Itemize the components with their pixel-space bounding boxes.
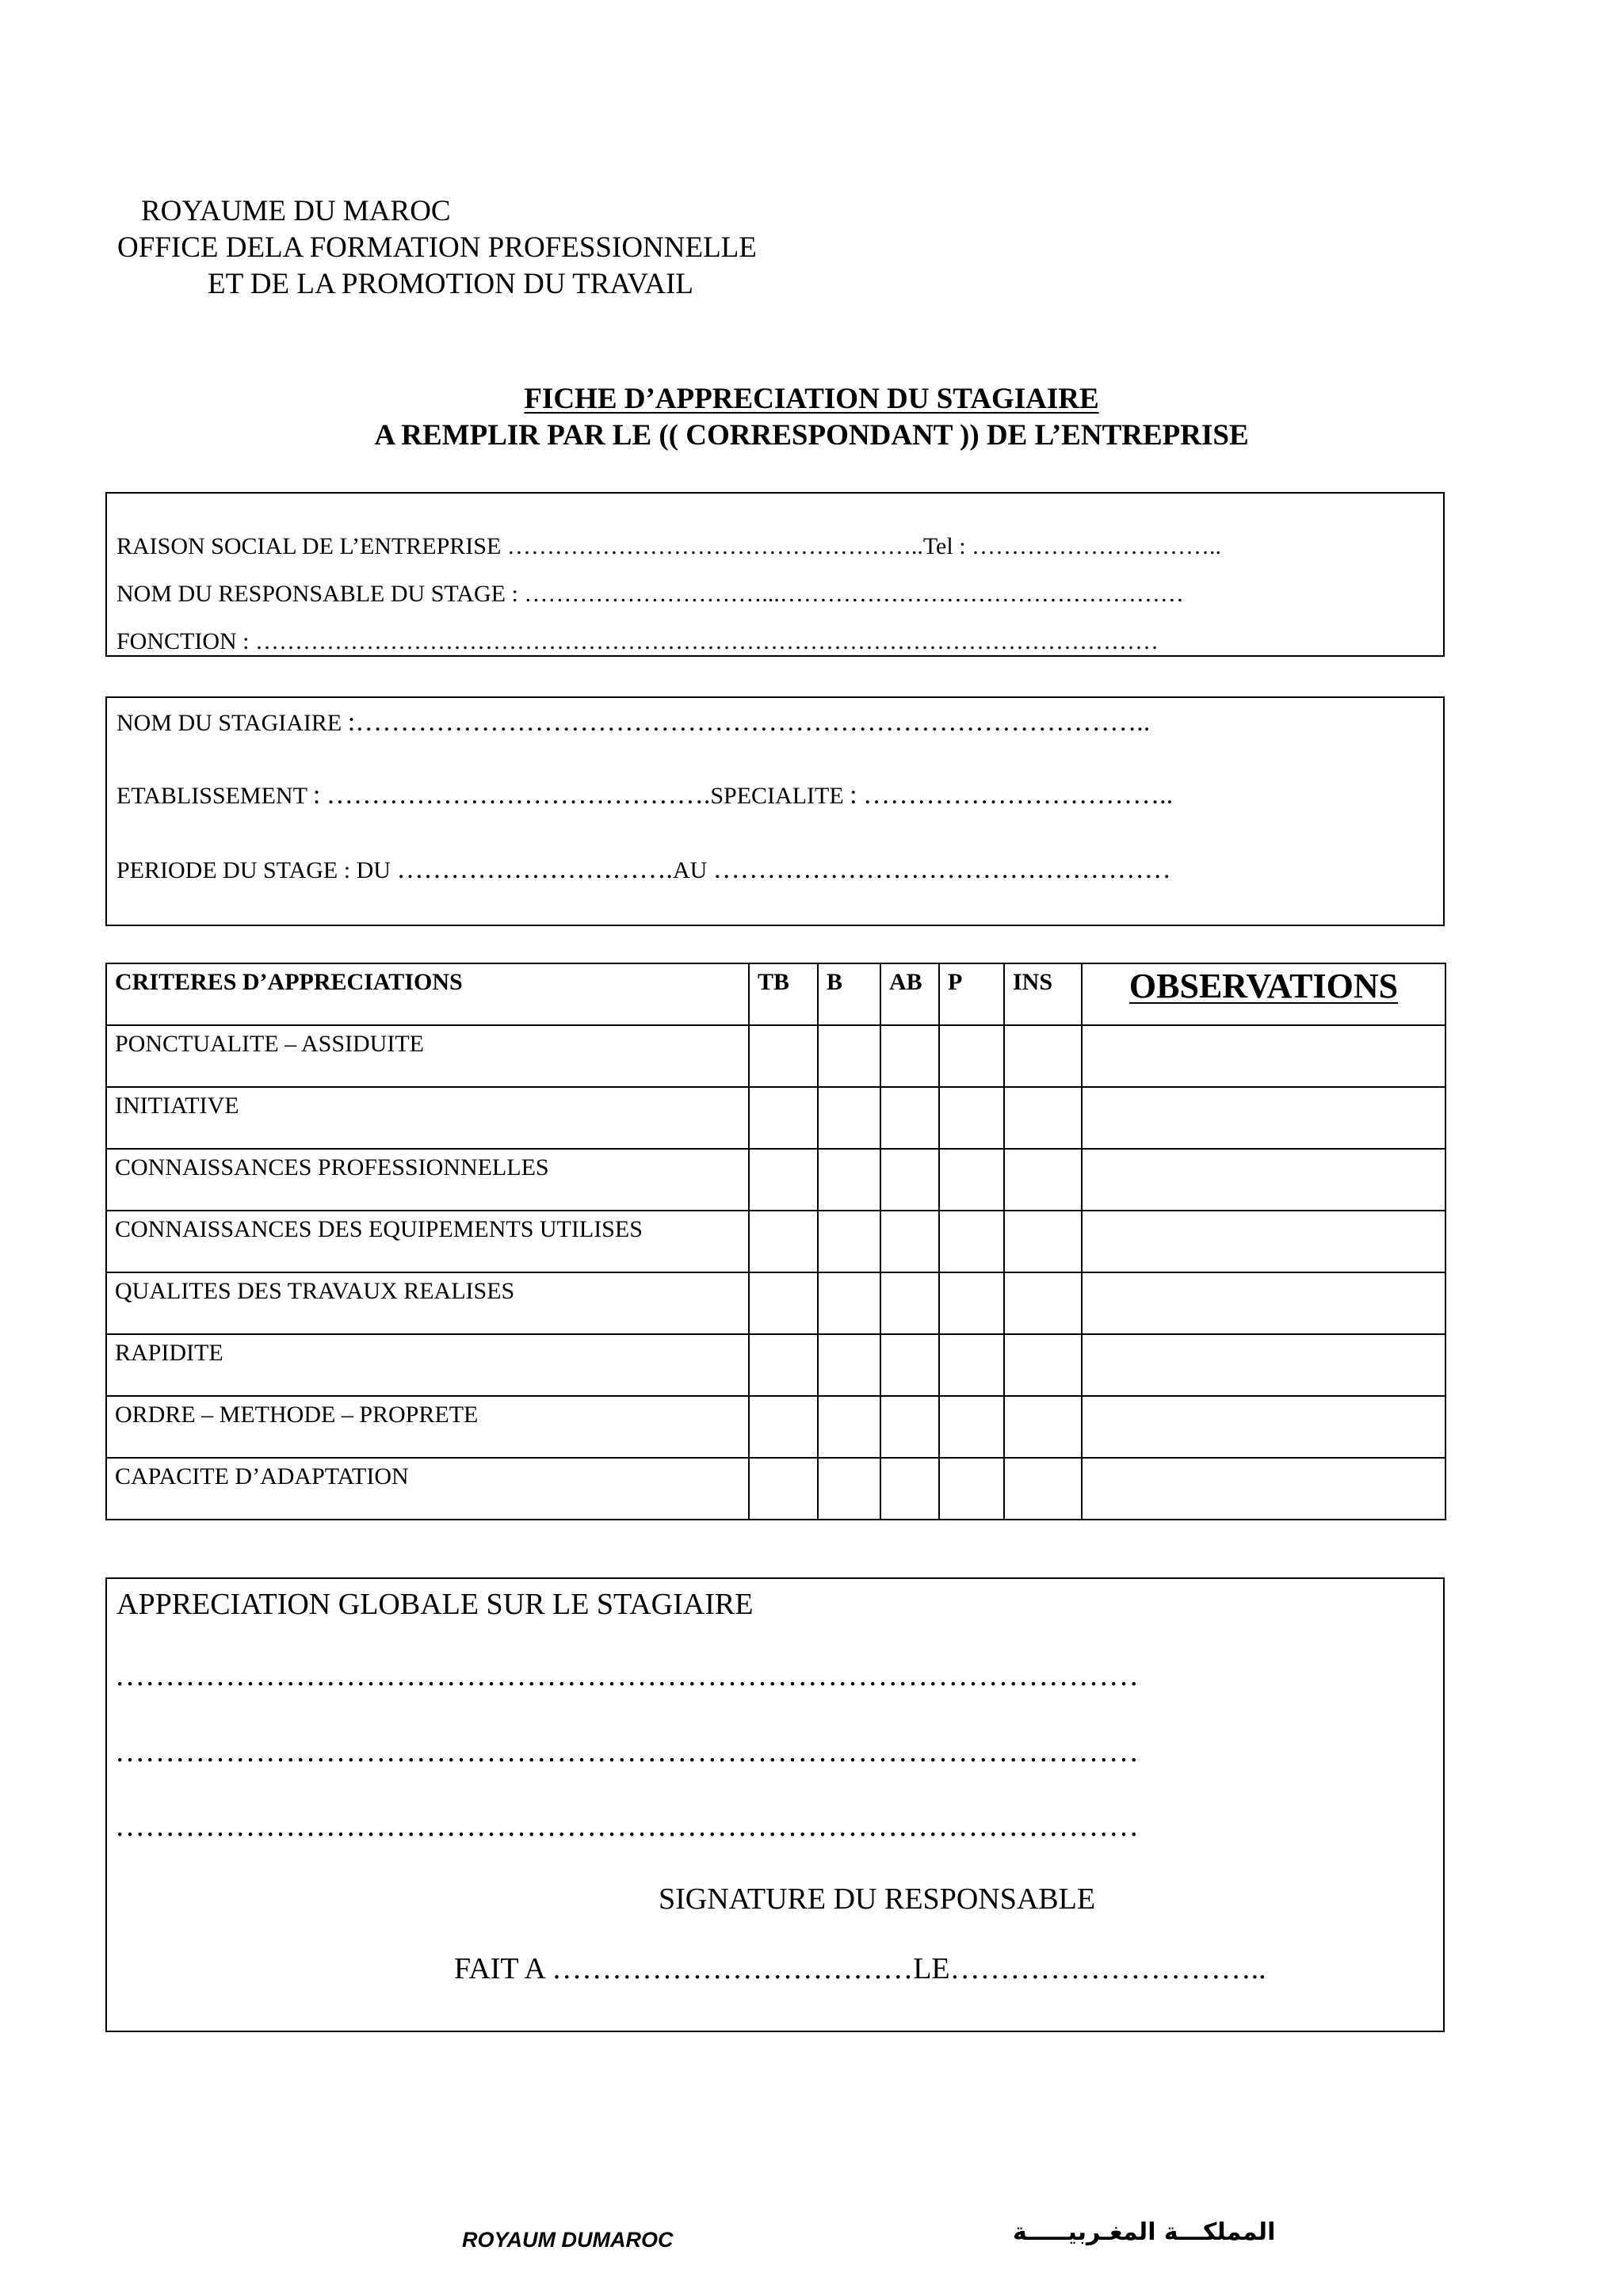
header-country: ROYAUME DU MAROC bbox=[141, 195, 451, 227]
cell-tb[interactable] bbox=[749, 1149, 818, 1211]
fonction-field[interactable]: …………………………………………………………………………………………………… bbox=[255, 628, 1159, 654]
cell-p[interactable] bbox=[939, 1211, 1004, 1272]
responsable-label: NOM DU RESPONSABLE DU STAGE : bbox=[116, 581, 518, 607]
cell-ins[interactable] bbox=[1004, 1211, 1082, 1272]
header-ins: INS bbox=[1004, 963, 1082, 1025]
cell-ab[interactable] bbox=[880, 1458, 939, 1520]
cell-b[interactable] bbox=[818, 1334, 880, 1396]
periode-line bbox=[116, 855, 1171, 885]
header-b: B bbox=[818, 963, 880, 1025]
trainee-info-box bbox=[105, 696, 1445, 926]
cell-ins[interactable] bbox=[1004, 1272, 1082, 1334]
cell-observations[interactable] bbox=[1082, 1458, 1445, 1520]
fait-label: FAIT A bbox=[454, 1952, 544, 1985]
cell-b[interactable] bbox=[818, 1272, 880, 1334]
fait-line bbox=[454, 1951, 1266, 1986]
global-appreciation-line-3[interactable]: ………………………………………………………………………………………… bbox=[115, 1810, 1139, 1843]
cell-observations[interactable] bbox=[1082, 1149, 1445, 1211]
form-title: FICHE D’APPRECIATION DU STAGIAIRE bbox=[524, 383, 1099, 415]
table-row bbox=[106, 1211, 1445, 1272]
cell-tb[interactable] bbox=[749, 1272, 818, 1334]
periode-au-field[interactable]: …………………………………………… bbox=[712, 855, 1171, 884]
company-name-line bbox=[116, 533, 1221, 560]
cell-p[interactable] bbox=[939, 1025, 1004, 1087]
cell-ins[interactable] bbox=[1004, 1334, 1082, 1396]
periode-label: PERIODE DU STAGE : DU bbox=[116, 857, 391, 883]
specialite-field[interactable]: …………………………….. bbox=[863, 780, 1174, 810]
etablissement-colon: : bbox=[312, 780, 321, 810]
form-subtitle: A REMPLIR PAR LE (( CORRESPONDANT )) DE L’ENTREPRISE bbox=[374, 419, 1249, 452]
table-header-row bbox=[106, 963, 1445, 1025]
criteria-table bbox=[105, 963, 1446, 1520]
cell-b[interactable] bbox=[818, 1458, 880, 1520]
cell-ab[interactable] bbox=[880, 1396, 939, 1458]
cell-tb[interactable] bbox=[749, 1211, 818, 1272]
cell-ins[interactable] bbox=[1004, 1396, 1082, 1458]
tel-field[interactable]: ………………………….. bbox=[972, 533, 1222, 559]
responsable-field[interactable]: …………………………...…………………………………………… bbox=[524, 581, 1184, 607]
header-office: OFFICE DELA FORMATION PROFESSIONNELLE bbox=[117, 231, 757, 264]
cell-ins[interactable] bbox=[1004, 1025, 1082, 1087]
cell-observations[interactable] bbox=[1082, 1025, 1445, 1087]
criteria-label: ORDRE – METHODE – PROPRETE bbox=[106, 1396, 749, 1458]
cell-p[interactable] bbox=[939, 1396, 1004, 1458]
header-criteria: CRITERES D’APPRECIATIONS bbox=[106, 963, 749, 1025]
header-observations: OBSERVATIONS bbox=[1082, 963, 1445, 1025]
cell-ins[interactable] bbox=[1004, 1149, 1082, 1211]
criteria-label: CAPACITE D’ADAPTATION bbox=[106, 1458, 749, 1520]
footer-country-latin: ROYAUM DUMAROC bbox=[462, 2228, 674, 2252]
periode-au-label: AU bbox=[672, 857, 708, 883]
periode-du-field[interactable]: …………………………. bbox=[396, 855, 673, 884]
le-label: LE bbox=[913, 1952, 950, 1985]
cell-b[interactable] bbox=[818, 1211, 880, 1272]
etablissement-line bbox=[116, 780, 1173, 810]
criteria-label: QUALITES DES TRAVAUX REALISES bbox=[106, 1272, 749, 1334]
cell-p[interactable] bbox=[939, 1334, 1004, 1396]
trainee-name-colon: : bbox=[347, 707, 356, 737]
company-name-label: RAISON SOCIAL DE L’ENTREPRISE bbox=[116, 533, 502, 559]
footer-country-arabic: المملكـــة المغـربيـــــة bbox=[1013, 2218, 1276, 2246]
cell-ab[interactable] bbox=[880, 1272, 939, 1334]
cell-tb[interactable] bbox=[749, 1458, 818, 1520]
cell-tb[interactable] bbox=[749, 1025, 818, 1087]
cell-observations[interactable] bbox=[1082, 1211, 1445, 1272]
cell-tb[interactable] bbox=[749, 1396, 818, 1458]
tel-label: Tel : bbox=[922, 533, 966, 559]
etablissement-field[interactable]: ……………………………………. bbox=[326, 780, 711, 810]
global-appreciation-title: APPRECIATION GLOBALE SUR LE STAGIAIRE bbox=[116, 1588, 754, 1621]
fonction-label: FONCTION : bbox=[116, 628, 250, 654]
cell-ab[interactable] bbox=[880, 1211, 939, 1272]
cell-ab[interactable] bbox=[880, 1334, 939, 1396]
cell-observations[interactable] bbox=[1082, 1396, 1445, 1458]
cell-p[interactable] bbox=[939, 1458, 1004, 1520]
header-promotion: ET DE LA PROMOTION DU TRAVAIL bbox=[208, 268, 693, 300]
cell-ins[interactable] bbox=[1004, 1458, 1082, 1520]
table-row bbox=[106, 1396, 1445, 1458]
criteria-label: CONNAISSANCES DES EQUIPEMENTS UTILISES bbox=[106, 1211, 749, 1272]
criteria-label: PONCTUALITE – ASSIDUITE bbox=[106, 1025, 749, 1087]
cell-tb[interactable] bbox=[749, 1334, 818, 1396]
le-field[interactable]: ………………………….. bbox=[949, 1952, 1266, 1985]
etablissement-label: ETABLISSEMENT bbox=[116, 783, 307, 809]
cell-ins[interactable] bbox=[1004, 1087, 1082, 1149]
global-appreciation-line-2[interactable]: ………………………………………………………………………………………… bbox=[115, 1735, 1139, 1768]
specialite-colon: : bbox=[850, 780, 857, 810]
specialite-label: SPECIALITE bbox=[710, 783, 844, 809]
header-p: P bbox=[939, 963, 1004, 1025]
table-row bbox=[106, 1458, 1445, 1520]
trainee-name-label: NOM DU STAGIAIRE bbox=[116, 710, 342, 736]
cell-observations[interactable] bbox=[1082, 1087, 1445, 1149]
cell-ab[interactable] bbox=[880, 1025, 939, 1087]
cell-b[interactable] bbox=[818, 1396, 880, 1458]
trainee-name-line bbox=[116, 707, 1150, 738]
responsable-line bbox=[116, 581, 1184, 608]
cell-b[interactable] bbox=[818, 1087, 880, 1149]
header-ab: AB bbox=[880, 963, 939, 1025]
cell-p[interactable] bbox=[939, 1087, 1004, 1149]
cell-ab[interactable] bbox=[880, 1087, 939, 1149]
criteria-label: INITIATIVE bbox=[106, 1087, 749, 1149]
table-row bbox=[106, 1272, 1445, 1334]
company-name-field[interactable]: …………………………………………….. bbox=[506, 533, 923, 559]
fonction-line bbox=[116, 628, 1159, 655]
trainee-name-field[interactable]: …………………………………………………………………………….. bbox=[355, 707, 1151, 737]
table-row bbox=[106, 1087, 1445, 1149]
cell-ab[interactable] bbox=[880, 1149, 939, 1211]
cell-tb[interactable] bbox=[749, 1087, 818, 1149]
criteria-label: CONNAISSANCES PROFESSIONNELLES bbox=[106, 1149, 749, 1211]
header-tb: TB bbox=[749, 963, 818, 1025]
table-row bbox=[106, 1149, 1445, 1211]
cell-observations[interactable] bbox=[1082, 1272, 1445, 1334]
cell-observations[interactable] bbox=[1082, 1334, 1445, 1396]
table-row bbox=[106, 1334, 1445, 1396]
cell-b[interactable] bbox=[818, 1149, 880, 1211]
cell-b[interactable] bbox=[818, 1025, 880, 1087]
cell-p[interactable] bbox=[939, 1272, 1004, 1334]
fait-field[interactable]: ……………………………… bbox=[552, 1952, 914, 1985]
global-appreciation-line-1[interactable]: ………………………………………………………………………………………… bbox=[115, 1659, 1139, 1692]
company-info-box bbox=[105, 492, 1445, 657]
global-appreciation-box bbox=[105, 1577, 1445, 2032]
criteria-label: RAPIDITE bbox=[106, 1334, 749, 1396]
cell-p[interactable] bbox=[939, 1149, 1004, 1211]
table-row bbox=[106, 1025, 1445, 1087]
signature-label: SIGNATURE DU RESPONSABLE bbox=[659, 1882, 1096, 1916]
